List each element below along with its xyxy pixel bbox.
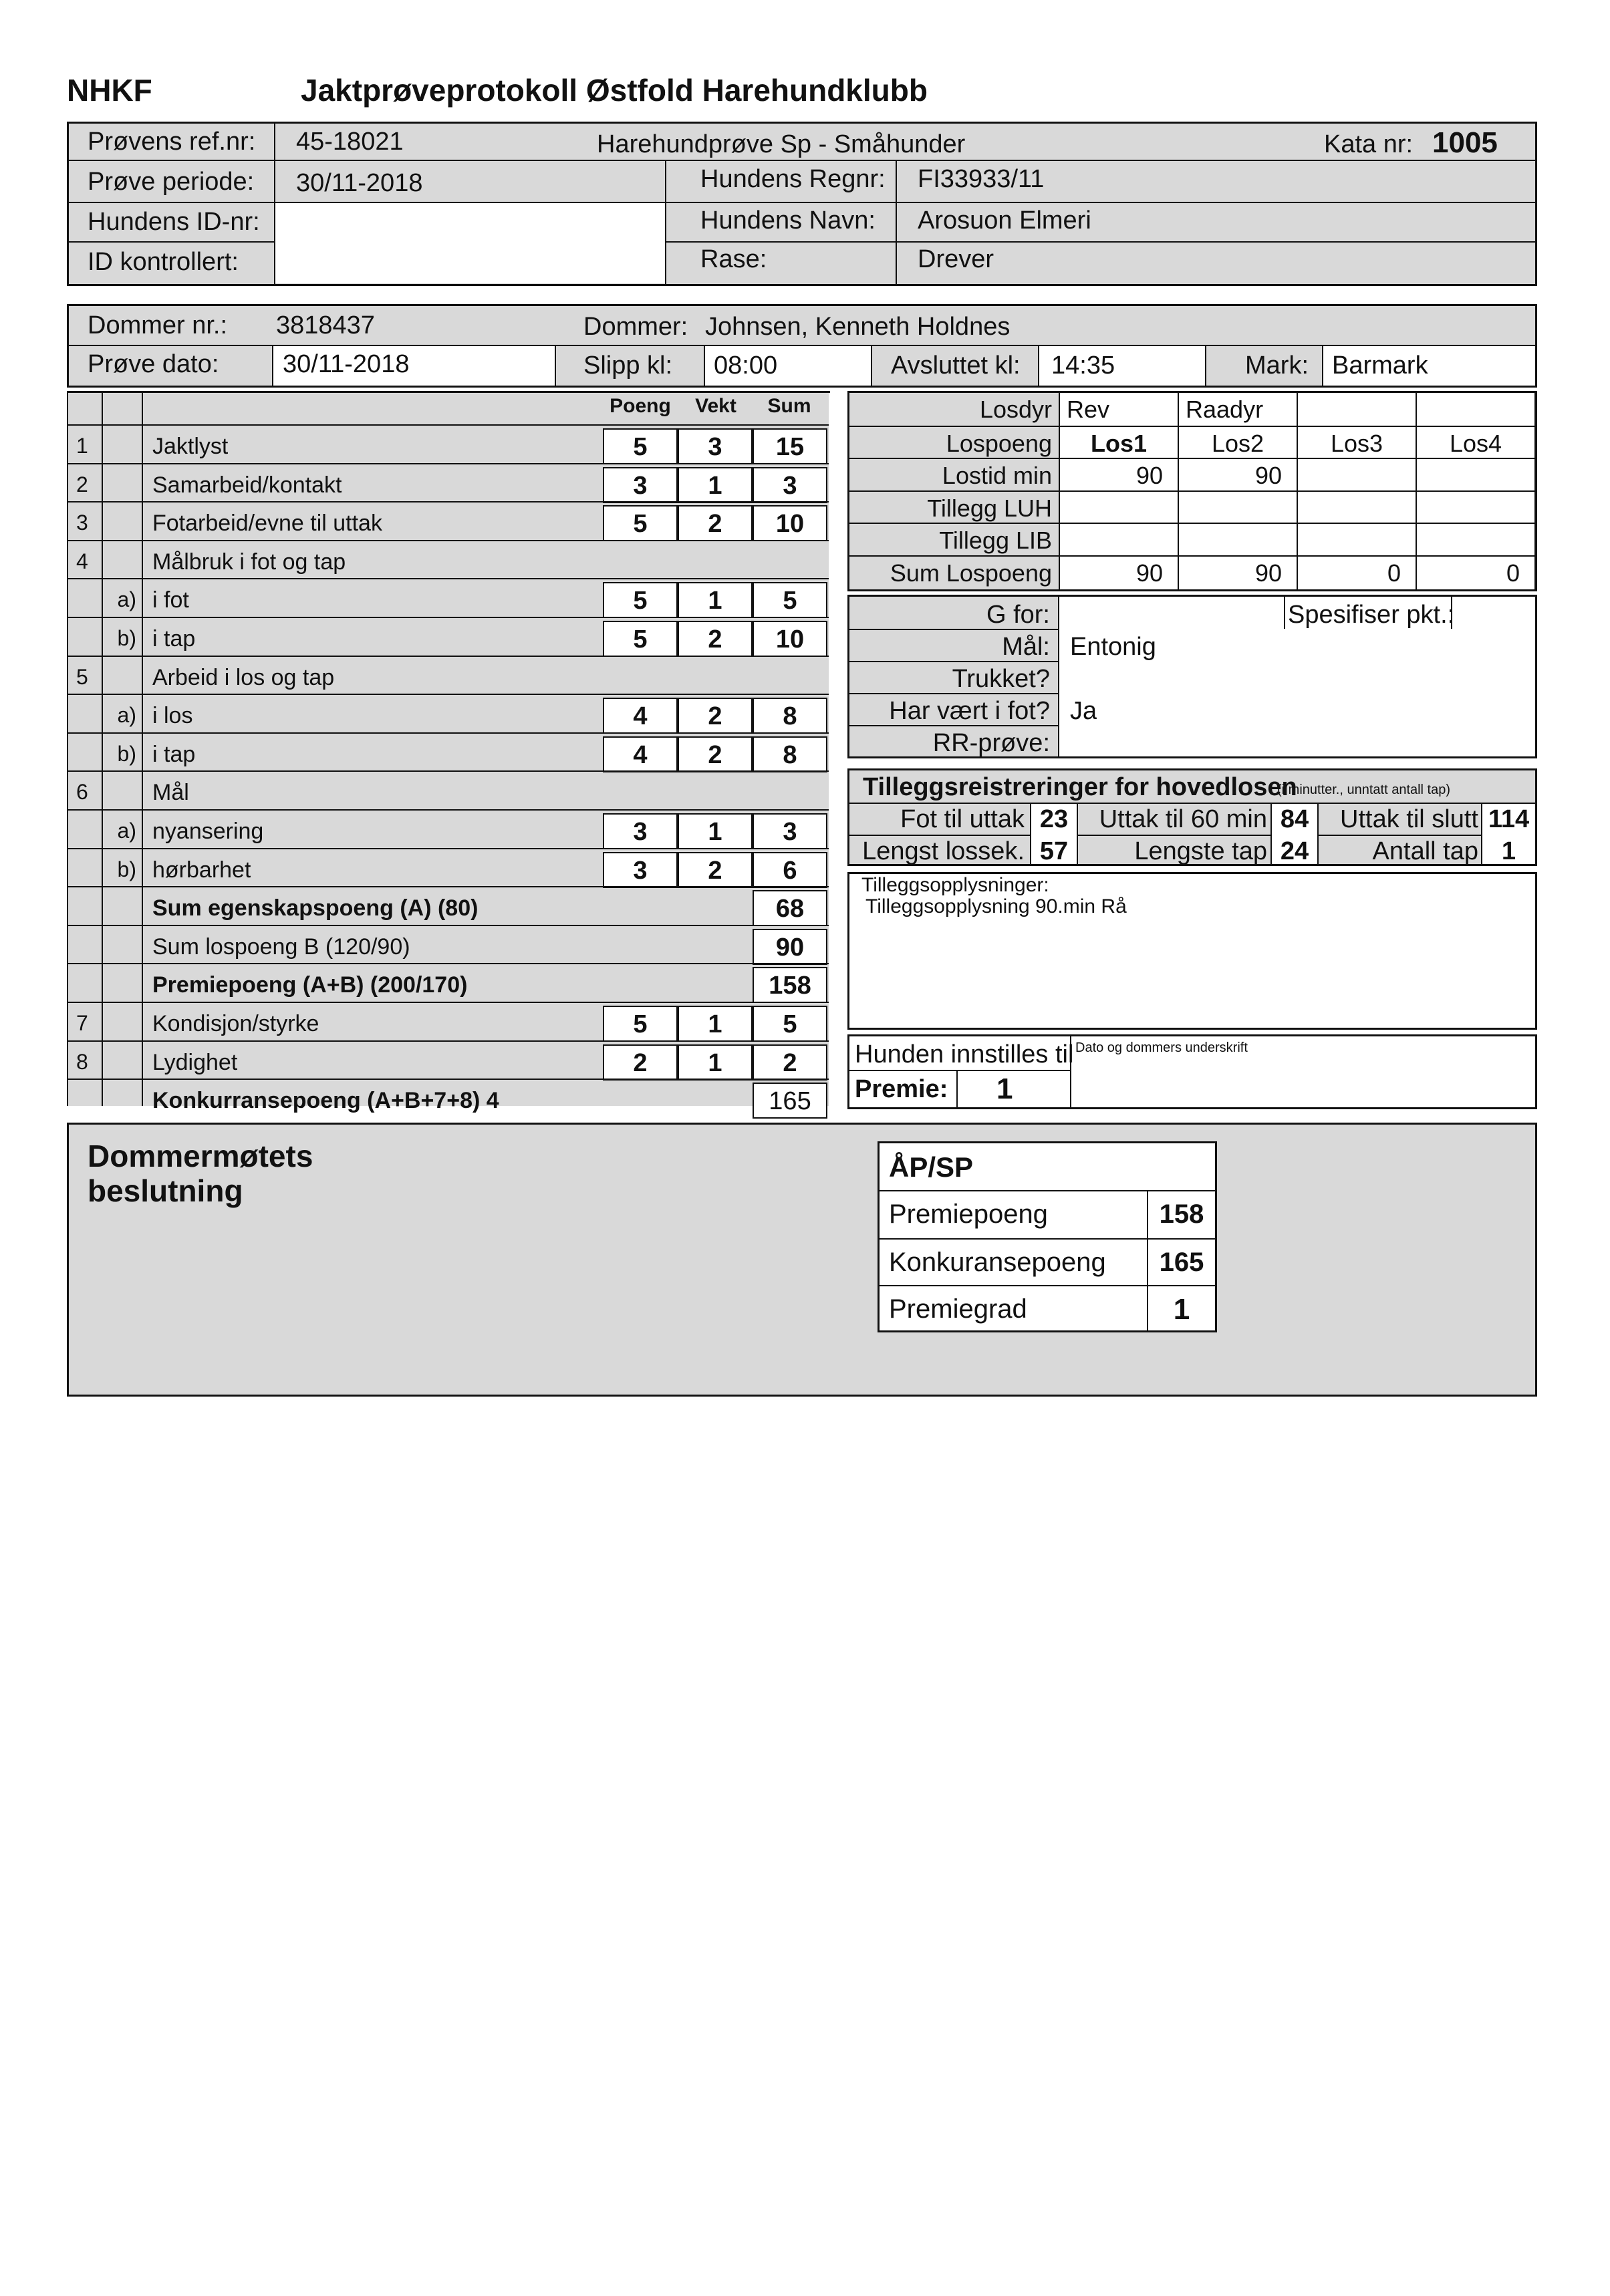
apsp-table bbox=[878, 1141, 1217, 1332]
row-label: hørbarhet bbox=[152, 857, 251, 883]
dommer-nr-label: Dommer nr.: bbox=[88, 311, 228, 339]
los-cell bbox=[1298, 393, 1417, 426]
los-cell bbox=[1298, 459, 1417, 492]
los-row bbox=[849, 393, 1535, 426]
row-poeng: 3 bbox=[603, 467, 678, 503]
dommer-nr-value: 3818437 bbox=[276, 311, 375, 339]
row-sum: 8 bbox=[753, 736, 827, 772]
score-row bbox=[67, 1079, 829, 1117]
avsluttet-value: 14:35 bbox=[1051, 351, 1115, 380]
apsp-premiepoeng-value: 158 bbox=[1159, 1199, 1204, 1229]
row-number: 6 bbox=[76, 780, 88, 804]
los-cell bbox=[1298, 492, 1417, 525]
los-row-label: Lospoeng bbox=[849, 427, 1060, 460]
row-number: 8 bbox=[76, 1050, 88, 1074]
row-number: 4 bbox=[76, 549, 88, 573]
row-label: Samarbeid/kontakt bbox=[152, 472, 342, 498]
mark-value: Barmark bbox=[1332, 351, 1428, 380]
row-number: 1 bbox=[76, 434, 88, 458]
col-sum: Sum bbox=[767, 395, 811, 417]
maal-value: Entonig bbox=[1070, 633, 1156, 661]
kontroll-label: ID kontrollert: bbox=[88, 248, 239, 276]
row-sum: 165 bbox=[753, 1083, 827, 1119]
los-cell: Los4 bbox=[1417, 427, 1536, 460]
opplysninger-text: Tilleggsopplysning 90.min Rå bbox=[865, 895, 1127, 917]
row-poeng: 3 bbox=[603, 852, 678, 888]
maal-label: Mål: bbox=[1002, 633, 1050, 661]
row-vekt: 1 bbox=[678, 1006, 753, 1042]
row-sum: 5 bbox=[753, 1006, 827, 1042]
row-sub: b) bbox=[117, 742, 136, 766]
apsp-premiegrad-value: 1 bbox=[1173, 1293, 1190, 1326]
uttak60-label: Uttak til 60 min bbox=[1099, 805, 1267, 833]
tillegg-title: Tilleggsreistreringer for hovedlosen bbox=[863, 773, 1297, 801]
score-row bbox=[67, 1002, 829, 1040]
apsp-konkurranse-label: Konkuransepoeng bbox=[889, 1248, 1106, 1277]
score-row bbox=[67, 1040, 829, 1079]
col-poeng: Poeng bbox=[610, 395, 671, 417]
org-name: NHKF bbox=[67, 73, 152, 108]
score-row bbox=[67, 809, 829, 848]
los-cell: Rev bbox=[1060, 393, 1179, 426]
score-row bbox=[67, 578, 829, 617]
ref-label: Prøvens ref.nr: bbox=[88, 128, 256, 156]
row-label: Lydighet bbox=[152, 1050, 238, 1075]
row-sum: 6 bbox=[753, 852, 827, 888]
apsp-konkurranse-value: 165 bbox=[1159, 1248, 1204, 1277]
periode-value: 30/11-2018 bbox=[296, 169, 423, 197]
row-vekt: 1 bbox=[678, 813, 753, 849]
opplysninger-label: Tilleggsopplysninger: bbox=[861, 874, 1049, 896]
row-sub: a) bbox=[117, 819, 136, 843]
blank-field-area bbox=[275, 203, 665, 283]
lengste-tap-value: 24 bbox=[1280, 837, 1309, 865]
row-sum: 158 bbox=[753, 967, 827, 1003]
los-row bbox=[849, 426, 1535, 458]
avsluttet-label: Avsluttet kl: bbox=[891, 351, 1021, 380]
trukket-label: Trukket? bbox=[952, 665, 1050, 693]
row-label: nyansering bbox=[152, 819, 264, 844]
misc-box bbox=[847, 595, 1537, 758]
row-poeng: 5 bbox=[603, 505, 678, 541]
row-label: Jaktlyst bbox=[152, 434, 229, 459]
los-cell bbox=[1060, 524, 1179, 557]
row-vekt: 2 bbox=[678, 621, 753, 657]
score-row bbox=[67, 424, 829, 463]
row-sum: 8 bbox=[753, 698, 827, 734]
los-row bbox=[849, 555, 1535, 588]
uttak-slutt-value: 114 bbox=[1488, 805, 1530, 833]
opplysninger-box bbox=[847, 872, 1537, 1030]
premie-label: Premie: bbox=[855, 1075, 948, 1103]
row-sum: 3 bbox=[753, 467, 827, 503]
los-cell bbox=[1298, 524, 1417, 557]
los-row bbox=[849, 490, 1535, 523]
page-title: Jaktprøveprotokoll Østfold Harehundklubb bbox=[301, 73, 928, 108]
spesifiser-label: Spesifiser pkt.: bbox=[1288, 601, 1455, 629]
kata-label: Kata nr: bbox=[1324, 130, 1414, 158]
score-row bbox=[67, 617, 829, 656]
fot-uttak-label: Fot til uttak bbox=[900, 805, 1025, 833]
los-row-label: Sum Lospoeng bbox=[849, 557, 1060, 589]
periode-label: Prøve periode: bbox=[88, 168, 255, 196]
rr-label: RR-prøve: bbox=[932, 729, 1050, 757]
row-vekt: 1 bbox=[678, 582, 753, 618]
row-poeng: 4 bbox=[603, 698, 678, 734]
row-label: Premiepoeng (A+B) (200/170) bbox=[152, 972, 468, 998]
tillegg-box bbox=[847, 768, 1537, 866]
los-cell: Los3 bbox=[1298, 427, 1417, 460]
col-vekt: Vekt bbox=[695, 395, 736, 417]
score-row bbox=[67, 770, 829, 809]
score-row bbox=[67, 925, 829, 964]
premie-value: 1 bbox=[996, 1072, 1013, 1105]
row-vekt: 1 bbox=[678, 1044, 753, 1081]
los-cell bbox=[1417, 393, 1536, 426]
decision-title-1: Dommermøtets bbox=[88, 1139, 313, 1173]
row-number: 7 bbox=[76, 1011, 88, 1035]
decision-title-2: beslutning bbox=[88, 1173, 243, 1208]
row-poeng: 5 bbox=[603, 428, 678, 464]
row-poeng: 4 bbox=[603, 736, 678, 772]
dato-label: Prøve dato: bbox=[88, 350, 219, 378]
signature-label: Dato og dommers underskrift bbox=[1075, 1040, 1248, 1055]
row-label: Konkurransepoeng (A+B+7+8) 4 bbox=[152, 1088, 499, 1113]
row-number: 2 bbox=[76, 472, 88, 496]
row-vekt: 2 bbox=[678, 736, 753, 772]
row-poeng: 5 bbox=[603, 621, 678, 657]
row-label: Sum lospoeng B (120/90) bbox=[152, 934, 410, 960]
score-row bbox=[67, 848, 829, 887]
regnr-value: FI33933/11 bbox=[918, 165, 1045, 193]
score-row bbox=[67, 656, 829, 694]
los-row bbox=[849, 458, 1535, 490]
judge-box bbox=[67, 304, 1537, 388]
fot-label: Har vært i fot? bbox=[889, 697, 1050, 725]
score-row bbox=[67, 540, 829, 579]
score-row bbox=[67, 963, 829, 1002]
row-vekt: 3 bbox=[678, 428, 753, 464]
lengste-tap-label: Lengste tap bbox=[1134, 837, 1267, 865]
row-sub: a) bbox=[117, 703, 136, 727]
los-cell: 90 bbox=[1060, 557, 1179, 589]
row-number: 5 bbox=[76, 665, 88, 689]
los-cell: 0 bbox=[1417, 557, 1536, 589]
los-row-label: Lostid min bbox=[849, 459, 1060, 492]
los-cell: Raadyr bbox=[1179, 393, 1298, 426]
los-cell: 90 bbox=[1179, 557, 1298, 589]
decision-box bbox=[67, 1123, 1537, 1397]
fot-uttak-value: 23 bbox=[1039, 805, 1069, 833]
regnr-label: Hundens Regnr: bbox=[700, 165, 886, 193]
row-vekt: 2 bbox=[678, 505, 753, 541]
row-label: Arbeid i los og tap bbox=[152, 665, 335, 690]
uttak-slutt-label: Uttak til slutt bbox=[1340, 805, 1478, 833]
row-sub: b) bbox=[117, 857, 136, 881]
dommer-value: Johnsen, Kenneth Holdnes bbox=[705, 313, 1011, 341]
innstilles-box bbox=[847, 1034, 1537, 1109]
row-sum: 10 bbox=[753, 621, 827, 657]
row-poeng: 3 bbox=[603, 813, 678, 849]
row-sum: 5 bbox=[753, 582, 827, 618]
los-cell: 0 bbox=[1298, 557, 1417, 589]
row-label: Kondisjon/styrke bbox=[152, 1011, 319, 1036]
row-label: Fotarbeid/evne til uttak bbox=[152, 511, 382, 536]
apsp-title: ÅP/SP bbox=[889, 1151, 974, 1183]
uttak60-value: 84 bbox=[1280, 805, 1309, 833]
score-row bbox=[67, 463, 829, 502]
row-label: Sum egenskapspoeng (A) (80) bbox=[152, 895, 479, 921]
row-label: Mål bbox=[152, 780, 189, 805]
dommer-label: Dommer: bbox=[583, 313, 688, 341]
row-sum: 2 bbox=[753, 1044, 827, 1081]
score-row bbox=[67, 886, 829, 925]
tillegg-subtitle: (i minutter., unntatt antall tap) bbox=[1277, 782, 1451, 797]
row-vekt: 1 bbox=[678, 467, 753, 503]
rase-value: Drever bbox=[918, 245, 994, 273]
score-row bbox=[67, 694, 829, 732]
event-name: Harehundprøve Sp - Småhunder bbox=[597, 130, 966, 158]
id-label: Hundens ID-nr: bbox=[88, 208, 260, 236]
row-sum: 68 bbox=[753, 890, 827, 926]
lengst-value: 57 bbox=[1039, 837, 1069, 865]
los-cell bbox=[1179, 492, 1298, 525]
kata-value: 1005 bbox=[1432, 126, 1498, 159]
row-poeng: 5 bbox=[603, 1006, 678, 1042]
mark-label: Mark: bbox=[1245, 351, 1309, 380]
row-label: i tap bbox=[152, 742, 196, 767]
row-number: 3 bbox=[76, 511, 88, 535]
row-sub: a) bbox=[117, 587, 136, 611]
row-poeng: 5 bbox=[603, 582, 678, 618]
row-poeng: 2 bbox=[603, 1044, 678, 1081]
los-row-label: Losdyr bbox=[849, 393, 1060, 426]
navn-value: Arosuon Elmeri bbox=[918, 206, 1091, 235]
score-row bbox=[67, 732, 829, 771]
gfor-label: G for: bbox=[986, 601, 1050, 629]
row-sub: b) bbox=[117, 626, 136, 650]
los-cell bbox=[1417, 524, 1536, 557]
row-vekt: 2 bbox=[678, 852, 753, 888]
los-cell bbox=[1179, 524, 1298, 557]
los-cell: 90 bbox=[1179, 459, 1298, 492]
los-row bbox=[849, 523, 1535, 555]
los-cell: Los1 bbox=[1060, 427, 1179, 460]
row-sum: 90 bbox=[753, 929, 827, 965]
los-cell bbox=[1417, 459, 1536, 492]
ref-value: 45-18021 bbox=[296, 128, 404, 156]
fot-value: Ja bbox=[1070, 697, 1097, 725]
row-sum: 3 bbox=[753, 813, 827, 849]
lengst-label: Lengst lossek. bbox=[862, 837, 1025, 865]
slipp-value: 08:00 bbox=[714, 351, 778, 380]
slipp-label: Slipp kl: bbox=[583, 351, 673, 380]
row-label: i los bbox=[152, 703, 193, 728]
row-sum: 10 bbox=[753, 505, 827, 541]
antall-tap-value: 1 bbox=[1501, 837, 1516, 865]
row-label: i tap bbox=[152, 626, 196, 652]
antall-tap-label: Antall tap bbox=[1372, 837, 1478, 865]
apsp-premiegrad-label: Premiegrad bbox=[889, 1294, 1027, 1324]
info-box bbox=[67, 122, 1537, 286]
los-row-label: Tillegg LUH bbox=[849, 492, 1060, 525]
los-box bbox=[847, 391, 1537, 591]
rase-label: Rase: bbox=[700, 245, 767, 273]
los-cell bbox=[1060, 492, 1179, 525]
row-vekt: 2 bbox=[678, 698, 753, 734]
los-cell: Los2 bbox=[1179, 427, 1298, 460]
apsp-premiepoeng-label: Premiepoeng bbox=[889, 1199, 1048, 1229]
row-label: i fot bbox=[152, 587, 189, 613]
score-row bbox=[67, 501, 829, 540]
los-cell: 90 bbox=[1060, 459, 1179, 492]
los-row-label: Tillegg LIB bbox=[849, 524, 1060, 557]
innstilles-label: Hunden innstilles til bbox=[855, 1040, 1074, 1068]
los-cell bbox=[1417, 492, 1536, 525]
row-sum: 15 bbox=[753, 428, 827, 464]
dato-value: 30/11-2018 bbox=[283, 350, 410, 378]
row-label: Målbruk i fot og tap bbox=[152, 549, 346, 575]
navn-label: Hundens Navn: bbox=[700, 206, 876, 235]
